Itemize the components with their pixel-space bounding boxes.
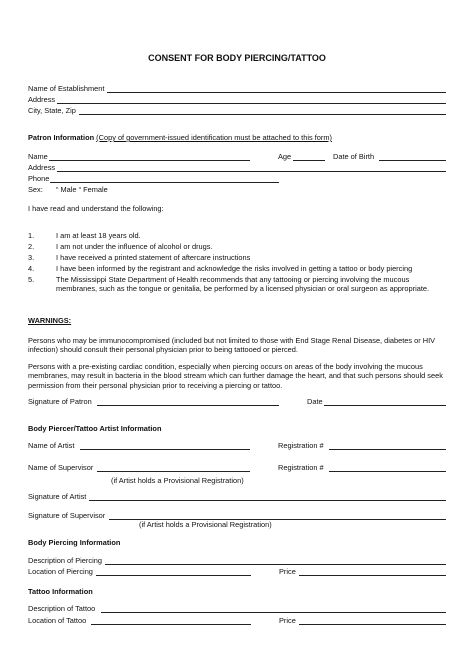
artist-name-field[interactable]: [80, 449, 250, 450]
tattoo-description-field[interactable]: [101, 612, 446, 613]
supervisor-signature-provisional-note: (if Artist holds a Provisional Registration): [139, 520, 272, 529]
tattoo-location-field[interactable]: [91, 624, 251, 625]
tattoo-location-label: Location of Tattoo: [28, 616, 87, 625]
ack-item-1-text: I am at least 18 years old.: [56, 231, 141, 240]
patron-age-label: Age: [278, 152, 292, 161]
tattoo-description-label: Description of Tattoo: [28, 604, 96, 613]
supervisor-signature-label: Signature of Supervisor: [28, 511, 106, 520]
ack-item-3-num: 3.: [28, 253, 35, 262]
ack-item-1-num: 1.: [28, 231, 35, 240]
piercing-location-field[interactable]: [96, 575, 251, 576]
ack-item-4-num: 4.: [28, 264, 35, 273]
ack-item-2-text: I am not under the influence of alcohol or drugs.: [56, 242, 213, 251]
patron-heading-line: [28, 133, 332, 142]
acknowledgment-intro: I have read and understand the following:: [28, 204, 164, 213]
piercing-heading: Body Piercing Information: [28, 538, 121, 547]
warnings-immunocompromised: Persons who may be immunocompromised (included but not limited to those with End Stage Renal Disease, diabetes or HIV infection) should consult their personal physician prior to being tattooed or pierced.: [28, 336, 436, 355]
artist-heading: Body Piercer/Tattoo Artist Information: [28, 424, 162, 433]
patron-age-field[interactable]: [293, 160, 325, 161]
tattoo-heading: Tattoo Information: [28, 587, 93, 596]
ack-item-5-num: 5.: [28, 275, 35, 284]
patron-signature-label: Signature of Patron: [28, 397, 92, 406]
patron-sex-label: Sex:: [28, 185, 43, 194]
tattoo-price-field[interactable]: [299, 624, 446, 625]
artist-registration-field[interactable]: [329, 449, 446, 450]
piercing-description-field[interactable]: [105, 564, 446, 565]
patron-date-label: Date: [307, 397, 323, 406]
ack-item-2-num: 2.: [28, 242, 35, 251]
patron-signature-field[interactable]: [97, 405, 279, 406]
artist-signature-field[interactable]: [89, 500, 446, 501]
supervisor-name-field[interactable]: [97, 471, 250, 472]
ack-item-3-text: I have received a printed statement of aftercare instructions: [56, 253, 251, 262]
patron-address-field[interactable]: [57, 171, 446, 172]
form-title: CONSENT FOR BODY PIERCING/TATTOO: [148, 53, 326, 63]
establishment-city-field[interactable]: [79, 114, 446, 115]
patron-name-field[interactable]: [49, 160, 250, 161]
artist-name-label: Name of Artist: [28, 441, 75, 450]
artist-signature-label: Signature of Artist: [28, 492, 87, 501]
ack-item-4-text: I have been informed by the registrant and acknowledge the risks involved in getting a tattoo or body piercing: [56, 264, 413, 273]
warnings-heading: WARNINGS:: [28, 316, 72, 325]
establishment-address-label: Address: [28, 95, 56, 104]
supervisor-registration-field[interactable]: [329, 471, 446, 472]
supervisor-registration-label: Registration #: [278, 463, 324, 472]
patron-name-label: Name: [28, 152, 48, 161]
establishment-name-field[interactable]: [107, 92, 446, 93]
patron-date-field[interactable]: [324, 405, 446, 406]
establishment-city-label: City, State, Zip: [28, 106, 76, 115]
establishment-address-field[interactable]: [57, 103, 446, 104]
piercing-price-field[interactable]: [299, 575, 446, 576]
patron-address-label: Address: [28, 163, 56, 172]
patron-heading: Patron Information: [28, 133, 95, 142]
supervisor-name-label: Name of Supervisor: [28, 463, 94, 472]
patron-phone-label: Phone: [28, 174, 50, 183]
warnings-cardiac: Persons with a pre-existing cardiac condition, especially when piercing occurs on areas of the body involving the mucous membranes, may result in bacteria in the blood stream which can further damage the heart, and that such persons should seek permission from their personal physician prior to receiving a piercing or tattoo.: [28, 362, 443, 390]
establishment-name-label: Name of Establishment: [28, 84, 105, 93]
patron-dob-field[interactable]: [379, 160, 446, 161]
piercing-location-label: Location of Piercing: [28, 567, 93, 576]
patron-sex-options[interactable]: “ Male “ Female: [56, 185, 108, 194]
patron-id-note: (Copy of government-issued identification must be attached to this form): [96, 133, 332, 142]
patron-phone-field[interactable]: [50, 182, 279, 183]
supervisor-provisional-note: (if Artist holds a Provisional Registration): [111, 476, 244, 485]
tattoo-price-label: Price: [279, 616, 296, 625]
piercing-price-label: Price: [279, 567, 296, 576]
ack-item-5-text: The Mississippi State Department of Health recommends that any tattooing or piercing involving the mucous membranes, such as the tongue or genitalia, be performed by a licensed physician or oral surgeon as appropriate.: [56, 275, 430, 294]
artist-registration-label: Registration #: [278, 441, 324, 450]
piercing-description-label: Description of Piercing: [28, 556, 102, 565]
patron-dob-label: Date of Birth: [333, 152, 375, 161]
